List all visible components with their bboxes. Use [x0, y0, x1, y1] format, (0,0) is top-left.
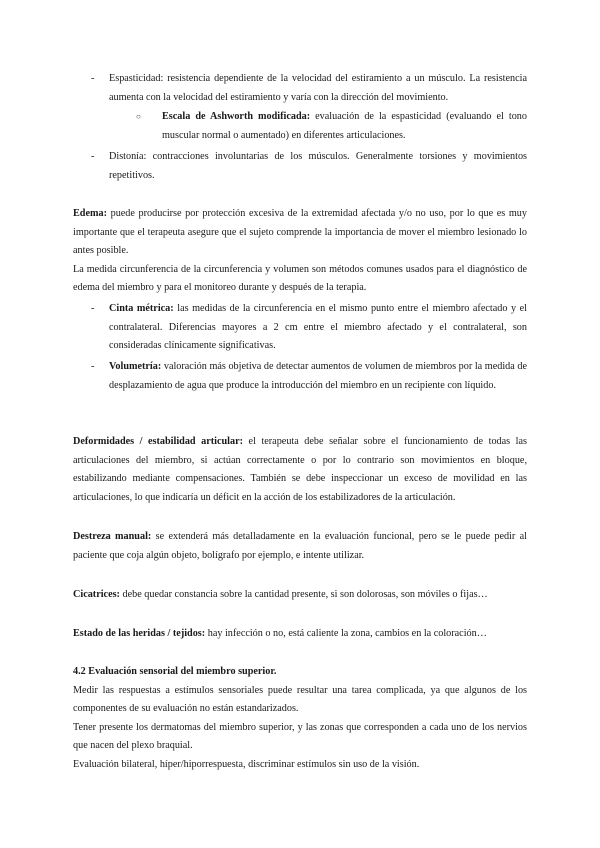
edema-text: puede producirse por protección excesiva de la extremidad afectada y/o no uso, por lo que es muy importante que el terapeuta asegure que el sujeto comprende la importancia de mover el miembro lesionado lo antes posible.	[73, 208, 527, 257]
tape-measure-text: las medidas de la circunferencia en el mismo punto entre el miembro afectado y el contralateral. Diferencias mayores a 2 cm entre el miembro afectado y el contralateral, son consideradas clínicamente significativas.	[109, 303, 527, 352]
deformities-text: el terapeuta debe señalar sobre el funcionamiento de todas las articulaciones del miembro, si actúan correctamente o por lo contrario son movimientos en bloque, estabilizando mediante compensaciones. También se debe inspeccionar un exceso de movilidad en las articulaciones, lo que indicaría un déficit en la acción de los estabilizadores de la articulación.	[73, 436, 527, 503]
edema-section	[73, 205, 527, 298]
edema-measure-paragraph: La medida circunferencia de la circunferencia y volumen son métodos comunes usados para el diagnóstico de edema del miembro y para el monitoreo durante y después de la terapia.	[73, 263, 527, 294]
wounds-paragraph	[73, 625, 527, 644]
list-dash: -	[91, 73, 95, 84]
edema-title: Edema:	[73, 208, 107, 219]
ashworth-item	[162, 108, 527, 145]
wounds-section	[73, 625, 527, 644]
spasticity-text: Espasticidad: resistencia dependiente de la velocidad del estiramiento a un músculo. La resistencia aumenta con la velocidad del estiramiento y varía con la dirección del movimiento.	[109, 73, 527, 103]
sensory-heading-text: 4.2 Evaluación sensorial del miembro superior.	[73, 666, 277, 677]
sensory-paragraph-2: Tener presente los dermatomas del miembro superior, y las zonas que corresponden a cada uno de los nervios que nacen del plexo braquial.	[73, 721, 527, 752]
list-circle: ○	[136, 112, 141, 121]
scars-title: Cicatrices:	[73, 589, 120, 600]
dexterity-text: se extenderá más detalladamente en la evaluación funcional, pero se le puede pedir al paciente que coja algún objeto, bolígrafo por ejemplo, e intente utilizar.	[73, 531, 527, 561]
list-dash: -	[91, 151, 95, 162]
volumetry-title: Volumetría:	[109, 361, 162, 372]
dystonia-item	[109, 148, 527, 185]
scars-paragraph	[73, 586, 527, 605]
wounds-title: Estado de las heridas / tejidos:	[73, 628, 206, 639]
wounds-text: hay infección o no, está caliente la zona, cambios en la coloración…	[205, 628, 487, 639]
ashworth-text: evaluación de la espasticidad (evaluando el tono muscular normal o aumentado) en diferentes articulaciones.	[162, 111, 527, 141]
dystonia-text: Distonía: contracciones involuntarias de los músculos. Generalmente torsiones y movimientos repetitivos.	[109, 151, 527, 181]
sensory-section	[73, 663, 527, 775]
spasticity-item	[109, 70, 527, 107]
scars-text: debe quedar constancia sobre la cantidad presente, si son dolorosas, son móviles o fijas…	[119, 589, 488, 600]
list-dash: -	[91, 361, 95, 372]
deformities-paragraph	[73, 433, 527, 507]
sensory-paragraph-3: Evaluación bilateral, híper/hiporrespuesta, discriminar estímulos sin uso de la visión.	[73, 758, 420, 770]
tape-measure-item	[109, 300, 527, 356]
deformities-section	[73, 433, 527, 507]
sensory-paragraph-1: Medir las respuestas a estímulos sensoriales puede resultar una tarea complicada, ya que algunos de los componentes de su evaluación no están estandarizados.	[73, 684, 527, 715]
volumetry-text: valoración más objetiva de detectar aumentos de volumen de miembros por la medida de desplazamiento de agua que produce la introducción del miembro en un recipiente con líquido.	[109, 361, 527, 391]
deformities-title: Deformidades / estabilidad articular:	[73, 436, 243, 447]
dexterity-paragraph	[73, 528, 527, 565]
volumetry-item	[109, 358, 527, 395]
edema-paragraph	[73, 205, 527, 261]
list-dash: -	[91, 303, 95, 314]
dexterity-section	[73, 528, 527, 565]
sensory-heading	[73, 663, 527, 682]
ashworth-title: Escala de Ashworth modificada:	[162, 111, 311, 122]
tape-measure-title: Cinta métrica:	[109, 303, 174, 314]
scars-section	[73, 586, 527, 605]
dexterity-title: Destreza manual:	[73, 531, 152, 542]
